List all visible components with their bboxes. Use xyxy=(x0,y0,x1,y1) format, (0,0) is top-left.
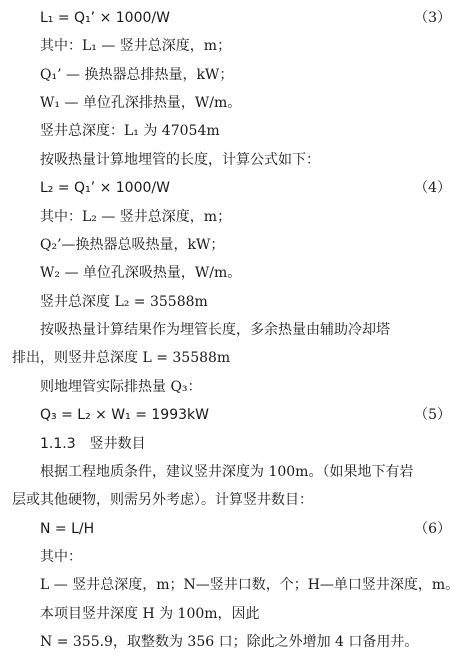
equation-text: L₁ = Q₁’ × 1000/W xyxy=(40,10,170,26)
equation-number: （4） xyxy=(414,180,451,196)
text-line xyxy=(0,345,465,371)
text-line xyxy=(0,601,465,627)
text-line xyxy=(0,459,465,485)
line-text: 按吸热量计算地埋管的长度，计算公式如下： xyxy=(40,152,320,168)
line-text: 根据工程地质条件，建议竖井深度为 100m。（如果地下有岩 xyxy=(40,464,414,480)
text-line xyxy=(0,544,465,570)
equation-line xyxy=(0,5,465,31)
line-text: Q₁’ — 换热器总排热量，kW； xyxy=(40,67,234,83)
text-line xyxy=(0,572,465,598)
text-line xyxy=(0,33,465,59)
line-text: N = 355.9，取整数为 356 口；除此之外增加 4 口备用井。 xyxy=(40,634,419,650)
equation-number: （5） xyxy=(414,407,451,423)
line-text: 竖井总深度 L₂ = 35588m xyxy=(40,294,208,310)
section-heading-text: 1.1.3 竖井数目 xyxy=(40,436,146,452)
line-text: W₁ — 单位孔深排热量，W/m。 xyxy=(40,95,242,111)
text-line xyxy=(0,147,465,173)
equation-text: L₂ = Q₁’ × 1000/W xyxy=(40,180,170,196)
line-text: W₂ — 单位孔深吸热量，W/m。 xyxy=(40,265,242,281)
equation-text: N = L/H xyxy=(40,521,95,537)
line-text: 其中：L₁ — 竖井总深度，m； xyxy=(40,38,232,54)
line-text: 排出，则竖井总深度 L = 35588m xyxy=(12,350,231,366)
text-line xyxy=(0,90,465,116)
line-text: 层或其他硬物，则需另外考虑）。计算竖井数目： xyxy=(12,492,313,508)
line-text: L — 竖井总深度，m；N—竖井口数，个；H—单口竖井深度，m。 xyxy=(40,577,460,593)
text-line xyxy=(0,204,465,230)
equation-number: （3） xyxy=(414,10,451,26)
text-line xyxy=(0,118,465,144)
section-heading xyxy=(0,431,465,457)
line-text: 本项目竖井深度 H 为 100m，因此 xyxy=(40,606,260,622)
line-text: 其中： xyxy=(40,549,82,565)
text-line xyxy=(0,62,465,88)
line-text: Q₂’—换热器总吸热量，kW； xyxy=(40,237,225,253)
equation-text: Q₃ = L₂ × W₁ = 1993kW xyxy=(40,407,209,423)
equation-line xyxy=(0,175,465,201)
text-line xyxy=(0,232,465,258)
text-line xyxy=(0,317,465,343)
text-line xyxy=(0,374,465,400)
line-text: 按吸热量计算结果作为埋管长度，多余热量由辅助冷却塔 xyxy=(40,322,390,338)
text-line xyxy=(0,487,465,513)
equation-line xyxy=(0,516,465,542)
equation-line xyxy=(0,402,465,428)
text-line xyxy=(0,629,465,655)
line-text: 则地埋管实际排热量 Q₃： xyxy=(40,379,202,395)
equation-number: （6） xyxy=(414,521,451,537)
line-text: 其中：L₂ — 竖井总深度，m； xyxy=(40,209,232,225)
line-text: 竖井总深度：L₁ 为 47054m xyxy=(40,123,220,139)
text-line xyxy=(0,260,465,286)
text-line xyxy=(0,289,465,315)
